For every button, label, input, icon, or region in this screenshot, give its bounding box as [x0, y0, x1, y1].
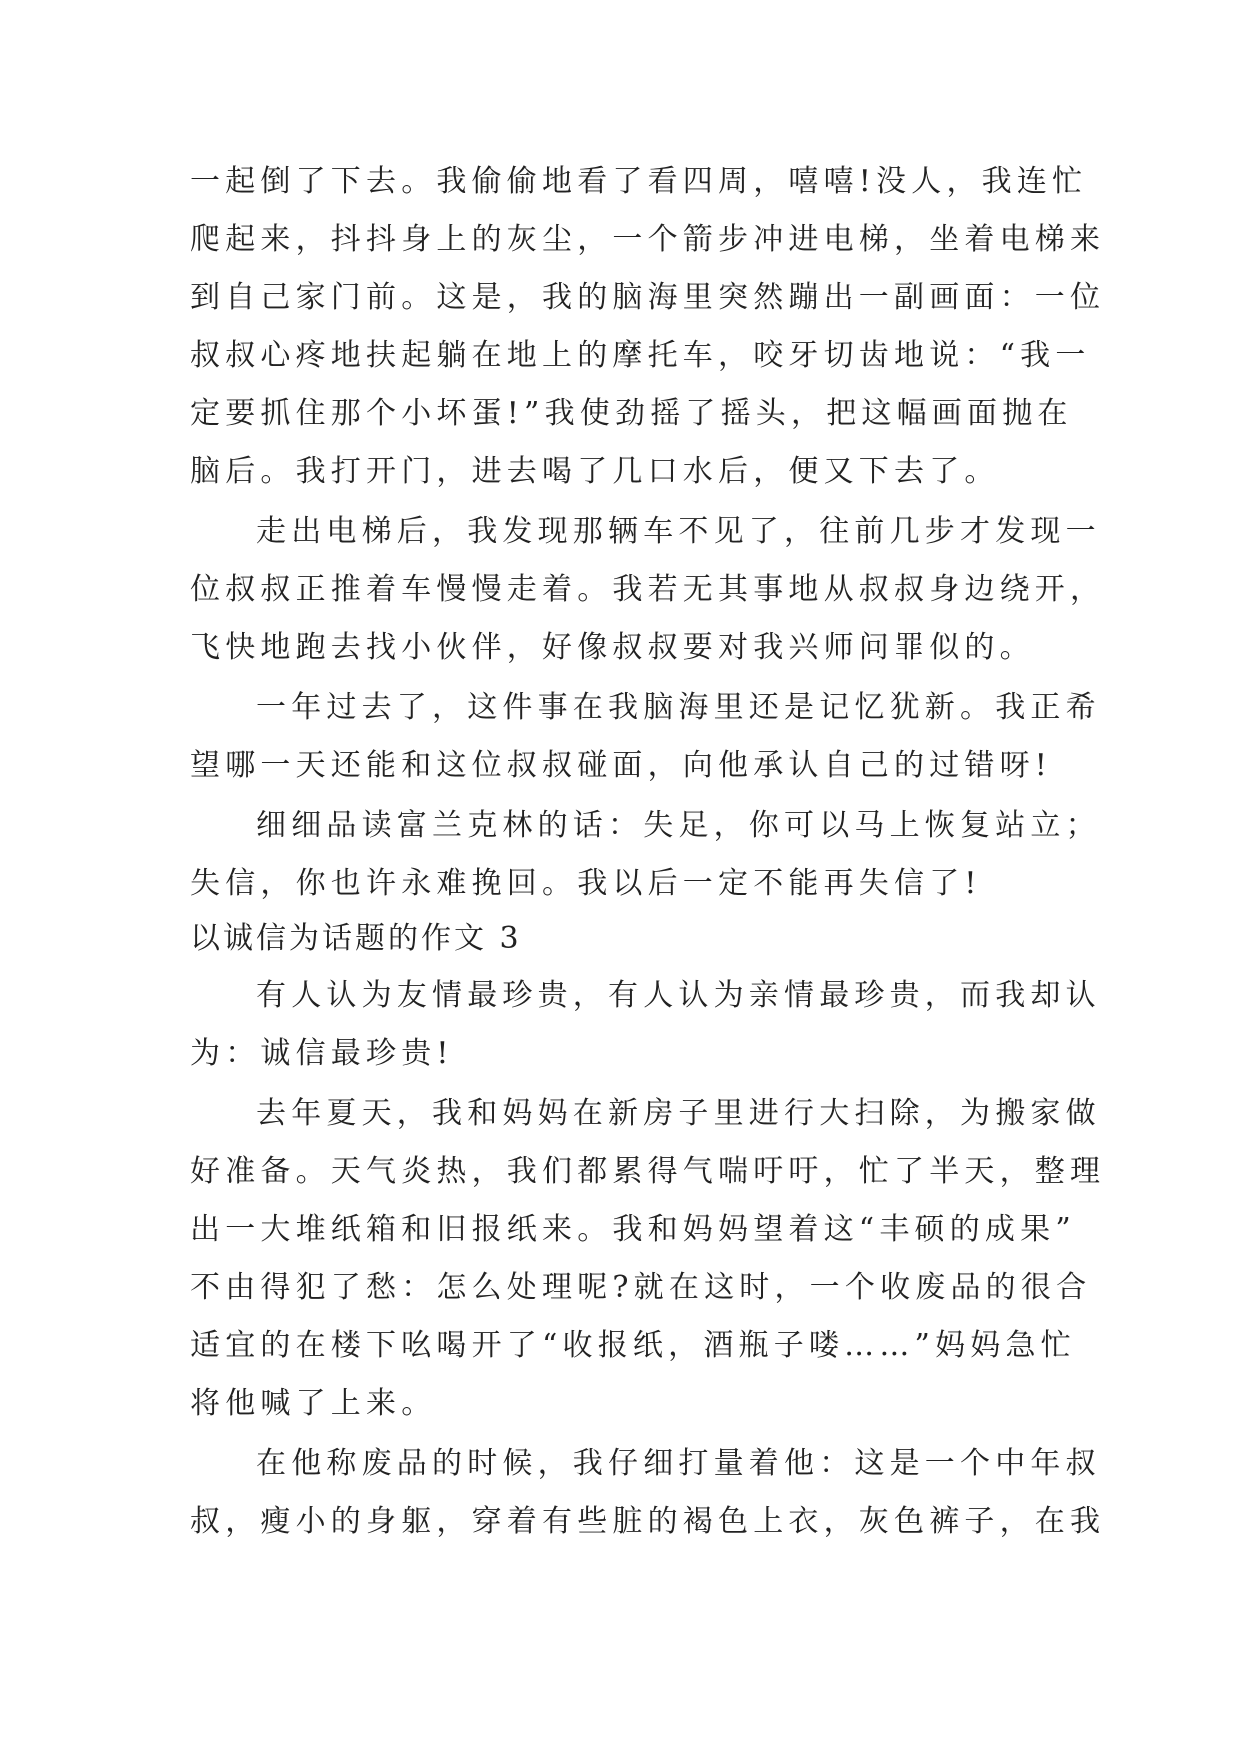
text-line: 适宜的在楼下吆喝开了“收报纸，酒瓶子喽……”妈妈急忙 [190, 1328, 1076, 1363]
section-heading: 以诚信为话题的作文 3 [190, 921, 522, 956]
text-line: 好准备。天气炎热，我们都累得气喘吁吁，忙了半天，整理 [190, 1154, 1106, 1189]
text-line: 叔，瘦小的身躯，穿着有些脏的褐色上衣，灰色裤子，在我 [190, 1504, 1106, 1539]
text-line: 到自己家门前。这是，我的脑海里突然蹦出一副画面：一位 [190, 280, 1106, 315]
text-line: 脑后。我打开门，进去喝了几口水后，便又下去了。 [190, 454, 1000, 489]
text-line: 出一大堆纸箱和旧报纸来。我和妈妈望着这“丰硕的成果” [190, 1212, 1076, 1247]
text-line: 去年夏天，我和妈妈在新房子里进行大扫除，为搬家做 [256, 1096, 1101, 1131]
text-line: 定要抓住那个小坏蛋!”我使劲摇了摇头，把这幅画面抛在 [190, 396, 1073, 431]
text-line: 一年过去了，这件事在我脑海里还是记忆犹新。我正希 [256, 690, 1101, 725]
text-line: 位叔叔正推着车慢慢走着。我若无其事地从叔叔身边绕开， [190, 572, 1106, 607]
text-line: 有人认为友情最珍贵，有人认为亲情最珍贵，而我却认 [256, 978, 1101, 1013]
text-line: 不由得犯了愁：怎么处理呢?就在这时，一个收废品的很合 [190, 1270, 1092, 1305]
text-line: 一起倒了下去。我偷偷地看了看四周，嘻嘻!没人，我连忙 [190, 164, 1088, 199]
text-line: 叔叔心疼地扶起躺在地上的摩托车，咬牙切齿地说：“我一 [190, 338, 1091, 373]
text-line: 在他称废品的时候，我仔细打量着他：这是一个中年叔 [256, 1446, 1101, 1481]
text-line: 飞快地跑去找小伙伴，好像叔叔要对我兴师问罪似的。 [190, 630, 1035, 665]
text-line: 细细品读富兰克林的话：失足，你可以马上恢复站立； [256, 808, 1101, 843]
text-line: 走出电梯后，我发现那辆车不见了，往前几步才发现一 [256, 514, 1101, 549]
text-line: 将他喊了上来。 [190, 1386, 437, 1421]
text-line: 望哪一天还能和这位叔叔碰面，向他承认自己的过错呀! [190, 748, 1053, 783]
text-line: 为：诚信最珍贵! [190, 1036, 454, 1071]
text-line: 失信，你也许永难挽回。我以后一定不能再失信了! [190, 866, 982, 901]
text-line: 爬起来，抖抖身上的灰尘，一个箭步冲进电梯，坐着电梯来 [190, 222, 1106, 257]
